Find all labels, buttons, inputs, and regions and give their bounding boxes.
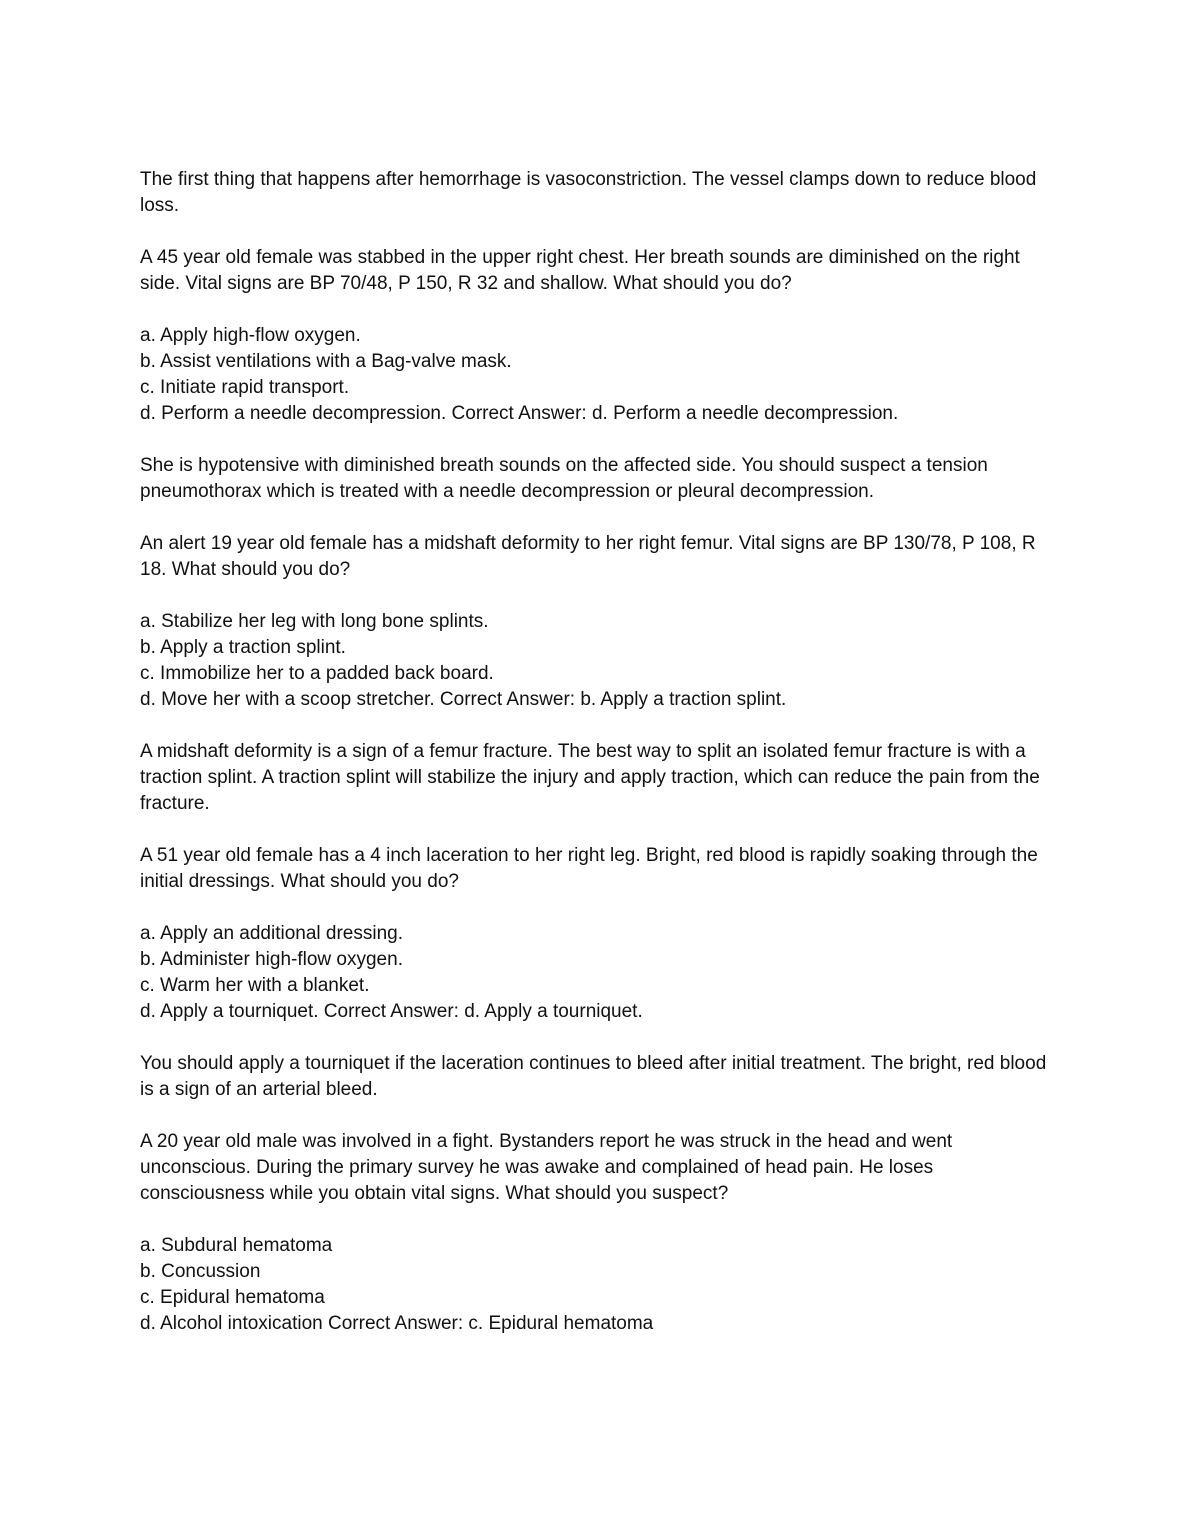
- question-3-options: [140, 921, 1055, 1025]
- q4-option-c: c. Epidural hematoma: [140, 1287, 325, 1308]
- question-2-options: [140, 609, 1055, 713]
- question-2-explanation: A midshaft deformity is a sign of a femur fracture. The best way to split an isolated femur fracture is with a traction splint. A traction splint will stabilize the injury and apply traction, which can reduce the pain from the fracture.: [140, 741, 1040, 814]
- q3-option-c: c. Warm her with a blanket.: [140, 975, 370, 996]
- question-3-explanation: You should apply a tourniquet if the laceration continues to bleed after initial treatment. The bright, red blood is a sign of an arterial bleed.: [140, 1053, 1047, 1100]
- intro-paragraph: The first thing that happens after hemorrhage is vasoconstriction. The vessel clamps down to reduce blood loss.: [140, 169, 1037, 216]
- q1-option-a: a. Apply high-flow oxygen.: [140, 325, 361, 346]
- question-1: A 45 year old female was stabbed in the upper right chest. Her breath sounds are diminished on the right side. Vital signs are BP 70/48, P 150, R 32 and shallow. What should you do?: [140, 247, 1020, 294]
- q3-option-b: b. Administer high-flow oxygen.: [140, 949, 403, 970]
- q2-option-d: d. Move her with a scoop stretcher. Correct Answer: b. Apply a traction splint.: [140, 689, 787, 710]
- document-body: [140, 167, 1055, 1363]
- q4-option-d: d. Alcohol intoxication Correct Answer: c. Epidural hematoma: [140, 1313, 654, 1334]
- question-4: A 20 year old male was involved in a fight. Bystanders report he was struck in the head and went unconscious. During the primary survey he was awake and complained of head pain. He loses consciousness while you obtain vital signs. What should you suspect?: [140, 1131, 953, 1204]
- q1-option-b: b. Assist ventilations with a Bag-valve mask.: [140, 351, 512, 372]
- question-1-options: [140, 323, 1055, 427]
- q2-option-b: b. Apply a traction splint.: [140, 637, 346, 658]
- q2-option-c: c. Immobilize her to a padded back board.: [140, 663, 494, 684]
- q1-option-d: d. Perform a needle decompression. Correct Answer: d. Perform a needle decompression.: [140, 403, 899, 424]
- q4-option-b: b. Concussion: [140, 1261, 261, 1282]
- q1-option-c: c. Initiate rapid transport.: [140, 377, 350, 398]
- q3-option-a: a. Apply an additional dressing.: [140, 923, 404, 944]
- question-1-explanation: She is hypotensive with diminished breath sounds on the affected side. You should suspect a tension pneumothorax which is treated with a needle decompression or pleural decompression.: [140, 455, 988, 502]
- question-2: An alert 19 year old female has a midshaft deformity to her right femur. Vital signs are BP 130/78, P 108, R 18. What should you do?: [140, 533, 1036, 580]
- question-3: A 51 year old female has a 4 inch laceration to her right leg. Bright, red blood is rapidly soaking through the initial dressings. What should you do?: [140, 845, 1038, 892]
- q2-option-a: a. Stabilize her leg with long bone splints.: [140, 611, 489, 632]
- q3-option-d: d. Apply a tourniquet. Correct Answer: d. Apply a tourniquet.: [140, 1001, 643, 1022]
- q4-option-a: a. Subdural hematoma: [140, 1235, 333, 1256]
- question-4-options: [140, 1233, 1055, 1337]
